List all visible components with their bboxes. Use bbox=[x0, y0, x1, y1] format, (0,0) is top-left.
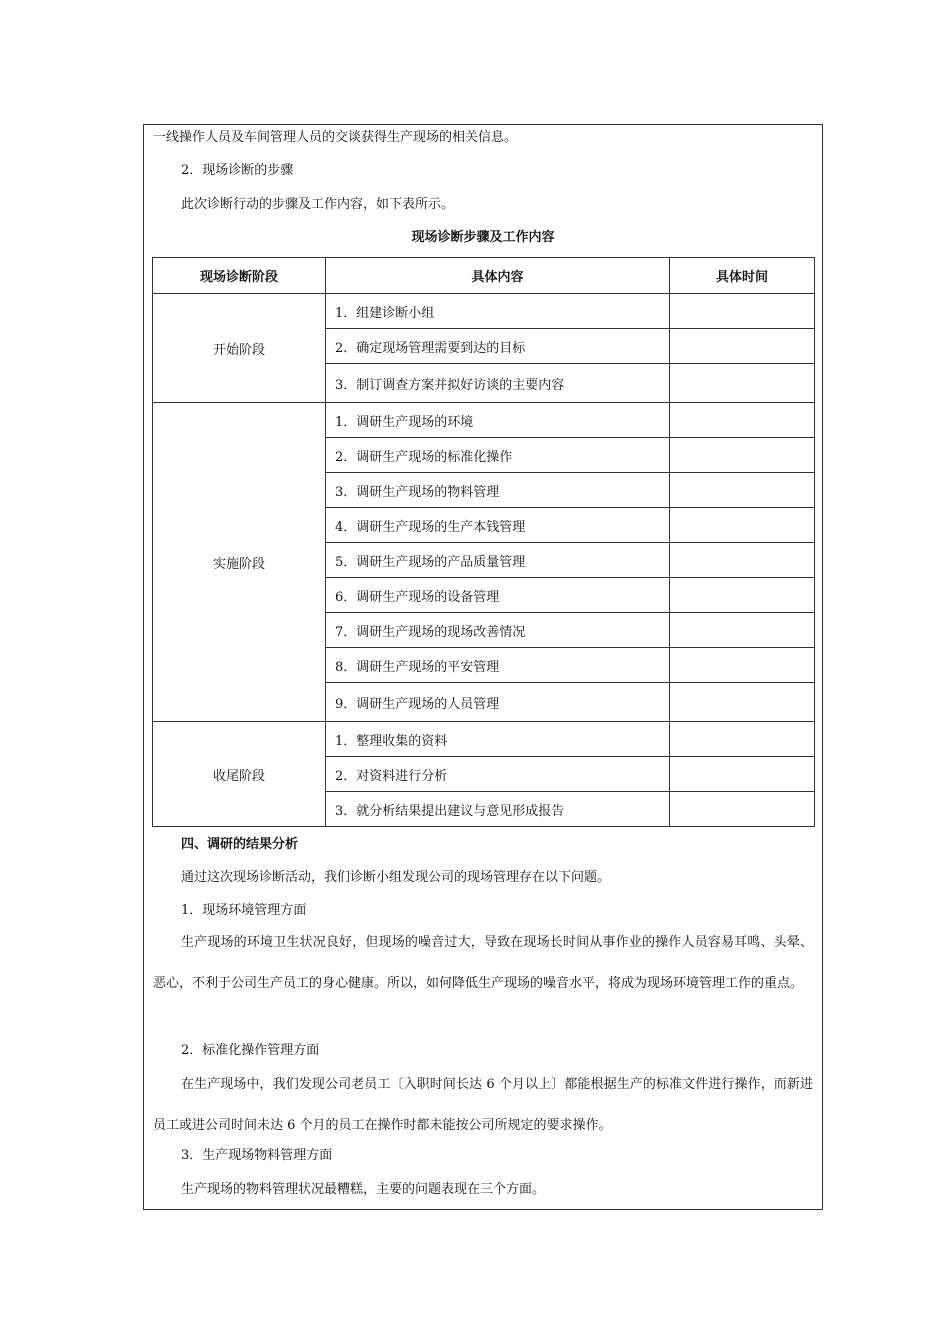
sub1-heading: 1．现场环境管理方面 bbox=[181, 903, 307, 918]
time-cell bbox=[670, 543, 815, 578]
stage-cell-start: 开始阶段 bbox=[153, 294, 326, 403]
item-cell: 2．确定现场管理需要到达的目标 bbox=[326, 329, 670, 364]
item-cell: 8．调研生产现场的平安管理 bbox=[326, 648, 670, 683]
time-cell bbox=[670, 792, 815, 827]
item-cell: 3．调研生产现场的物料管理 bbox=[326, 473, 670, 508]
time-cell bbox=[670, 403, 815, 438]
intro-line: 一线操作人员及车间管理人员的交谈获得生产现场的相关信息。 bbox=[153, 130, 518, 145]
time-cell bbox=[670, 578, 815, 613]
sub2-paragraph: 在生产现场中，我们发现公司老员工〔入职时间长达 6 个月以上〕都能根据生产的标准文件进行操作，而新进员工或进公司时间未达 6 个月的员工在操作时都未能按公司所规定的要求操作。 bbox=[153, 1077, 813, 1133]
time-cell bbox=[670, 757, 815, 792]
item-cell: 6．调研生产现场的设备管理 bbox=[326, 578, 670, 613]
item-cell: 9．调研生产现场的人员管理 bbox=[326, 683, 670, 722]
section4-intro: 通过这次现场诊断活动，我们诊断小组发现公司的现场管理存在以下问题。 bbox=[181, 870, 611, 885]
stage-cell-implement: 实施阶段 bbox=[153, 403, 326, 722]
time-cell bbox=[670, 613, 815, 648]
sub3-heading: 3．生产现场物料管理方面 bbox=[181, 1148, 333, 1163]
item-cell: 1．整理收集的资料 bbox=[326, 722, 670, 757]
item-cell: 2．对资料进行分析 bbox=[326, 757, 670, 792]
header-stage: 现场诊断阶段 bbox=[153, 258, 326, 294]
header-content: 具体内容 bbox=[326, 258, 670, 294]
time-cell bbox=[670, 329, 815, 364]
time-cell bbox=[670, 294, 815, 329]
time-cell bbox=[670, 722, 815, 757]
item-cell: 3．制订调查方案并拟好访谈的主要内容 bbox=[326, 364, 670, 403]
section4-heading: 四、调研的结果分析 bbox=[181, 837, 299, 852]
section2-intro: 此次诊断行动的步骤及工作内容，如下表所示。 bbox=[181, 197, 455, 212]
table-row bbox=[153, 294, 815, 329]
time-cell bbox=[670, 438, 815, 473]
item-cell: 3．就分析结果提出建议与意见形成报告 bbox=[326, 792, 670, 827]
item-cell: 7．调研生产现场的现场改善情况 bbox=[326, 613, 670, 648]
item-cell: 5．调研生产现场的产品质量管理 bbox=[326, 543, 670, 578]
stage-cell-finish: 收尾阶段 bbox=[153, 722, 326, 827]
item-cell: 2．调研生产现场的标准化操作 bbox=[326, 438, 670, 473]
table-row bbox=[153, 722, 815, 757]
table-row bbox=[153, 403, 815, 438]
sub1-paragraph: 生产现场的环境卫生状况良好，但现场的噪音过大，导致在现场长时间从事作业的操作人员容易耳鸣、头晕、恶心，不利于公司生产员工的身心健康。所以，如何降低生产现场的噪音水平，将成为现场环境管理工作的重点。 bbox=[153, 935, 813, 991]
time-cell bbox=[670, 648, 815, 683]
header-time: 具体时间 bbox=[670, 258, 815, 294]
item-cell: 1．组建诊断小组 bbox=[326, 294, 670, 329]
sub3-paragraph: 生产现场的物料管理状况最糟糕，主要的问题表现在三个方面。 bbox=[181, 1182, 546, 1197]
sub2-heading: 2．标准化操作管理方面 bbox=[181, 1043, 320, 1058]
item-cell: 4．调研生产现场的生产本钱管理 bbox=[326, 508, 670, 543]
time-cell bbox=[670, 683, 815, 722]
section2-heading: 2．现场诊断的步骤 bbox=[181, 163, 294, 178]
time-cell bbox=[670, 508, 815, 543]
steps-table bbox=[152, 257, 815, 827]
time-cell bbox=[670, 473, 815, 508]
item-cell: 1．调研生产现场的环境 bbox=[326, 403, 670, 438]
table-header-row bbox=[153, 258, 815, 294]
table-caption: 现场诊断步骤及工作内容 bbox=[411, 230, 555, 245]
time-cell bbox=[670, 364, 815, 403]
